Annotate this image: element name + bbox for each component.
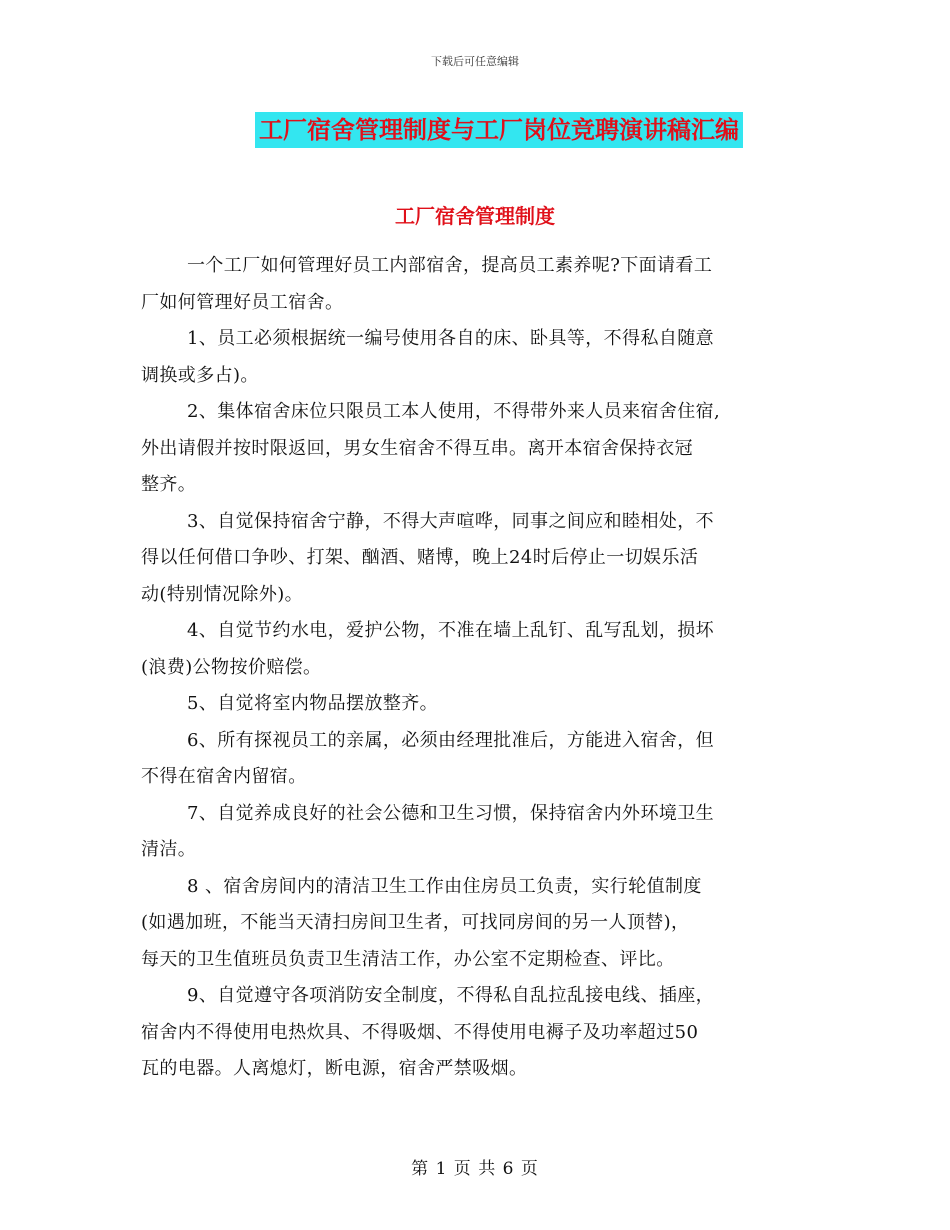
paragraph-line: 宿舍内不得使用电热炊具、不得吸烟、不得使用电褥子及功率超过50	[141, 1021, 699, 1043]
document-title: 工厂宿舍管理制度与工厂岗位竞聘演讲稿汇编	[255, 112, 743, 148]
paragraph-line: 9、自觉遵守各项消防安全制度，不得私自乱拉乱接电线、插座，	[187, 985, 715, 1006]
paragraph-line: 不得在宿舍内留宿。	[141, 766, 307, 787]
header-note: 下载后可任意编辑	[431, 55, 519, 68]
paragraph	[141, 686, 811, 723]
paragraph-line: 一个工厂如何管理好员工内部宿舍，提高员工素养呢?下面请看工	[187, 255, 713, 276]
document-title-container	[0, 112, 950, 148]
paragraph-line: (浪费)公物按价赔偿。	[141, 656, 322, 678]
document-body	[141, 248, 811, 1088]
section-title: 工厂宿舍管理制度	[395, 204, 555, 228]
paragraph-line: 动(特别情况除外)。	[141, 583, 304, 605]
paragraph-line: 得以任何借口争吵、打架、酗酒、赌博，晚上24时后停止一切娱乐活	[141, 547, 699, 568]
paragraph	[141, 978, 811, 1088]
paragraph-line: 整齐。	[141, 474, 197, 495]
paragraph-line: 5、自觉将室内物品摆放整齐。	[187, 693, 439, 714]
paragraph	[141, 869, 811, 979]
paragraph-line: 厂如何管理好员工宿舍。	[141, 291, 344, 313]
page-footer: 第 1 页 共 6 页	[411, 1159, 539, 1179]
paragraph	[141, 796, 811, 869]
paragraph-line: 8 、宿舍房间内的清洁卫生工作由住房员工负责，实行轮值制度	[187, 875, 702, 897]
paragraph-line: 4、自觉节约水电，爱护公物，不准在墙上乱钉、乱写乱划，损坏	[187, 620, 715, 641]
paragraph-line: 7、自觉养成良好的社会公德和卫生习惯，保持宿舍内外环境卫生	[187, 802, 715, 824]
paragraph-line: 3、自觉保持宿舍宁静，不得大声喧哗，同事之间应和睦相处，不	[187, 510, 715, 532]
paragraph	[141, 321, 811, 394]
paragraph-line: 调换或多占)。	[141, 364, 259, 386]
paragraph-line: 每天的卫生值班员负责卫生清洁工作，办公室不定期检查、评比。	[141, 948, 675, 970]
paragraph	[141, 394, 811, 504]
paragraph	[141, 248, 811, 321]
paragraph-line: 6、所有探视员工的亲属，必须由经理批准后，方能进入宿舍，但	[187, 729, 715, 751]
paragraph-line: (如遇加班，不能当天清扫房间卫生者，可找同房间的另一人顶替)，	[141, 912, 690, 933]
paragraph-line: 1、员工必须根据统一编号使用各自的床、卧具等，不得私自随意	[187, 328, 715, 349]
paragraph-line: 瓦的电器。人离熄灯，断电源，宿舍严禁吸烟。	[141, 1058, 528, 1079]
paragraph-line: 2、集体宿舍床位只限员工本人使用，不得带外来人员来宿舍住宿,	[187, 401, 721, 422]
paragraph	[141, 613, 811, 686]
paragraph	[141, 504, 811, 614]
paragraph-line: 外出请假并按时限返回，男女生宿舍不得互串。离开本宿舍保持衣冠	[141, 437, 693, 459]
paragraph	[141, 723, 811, 796]
paragraph-line: 清洁。	[141, 839, 197, 860]
